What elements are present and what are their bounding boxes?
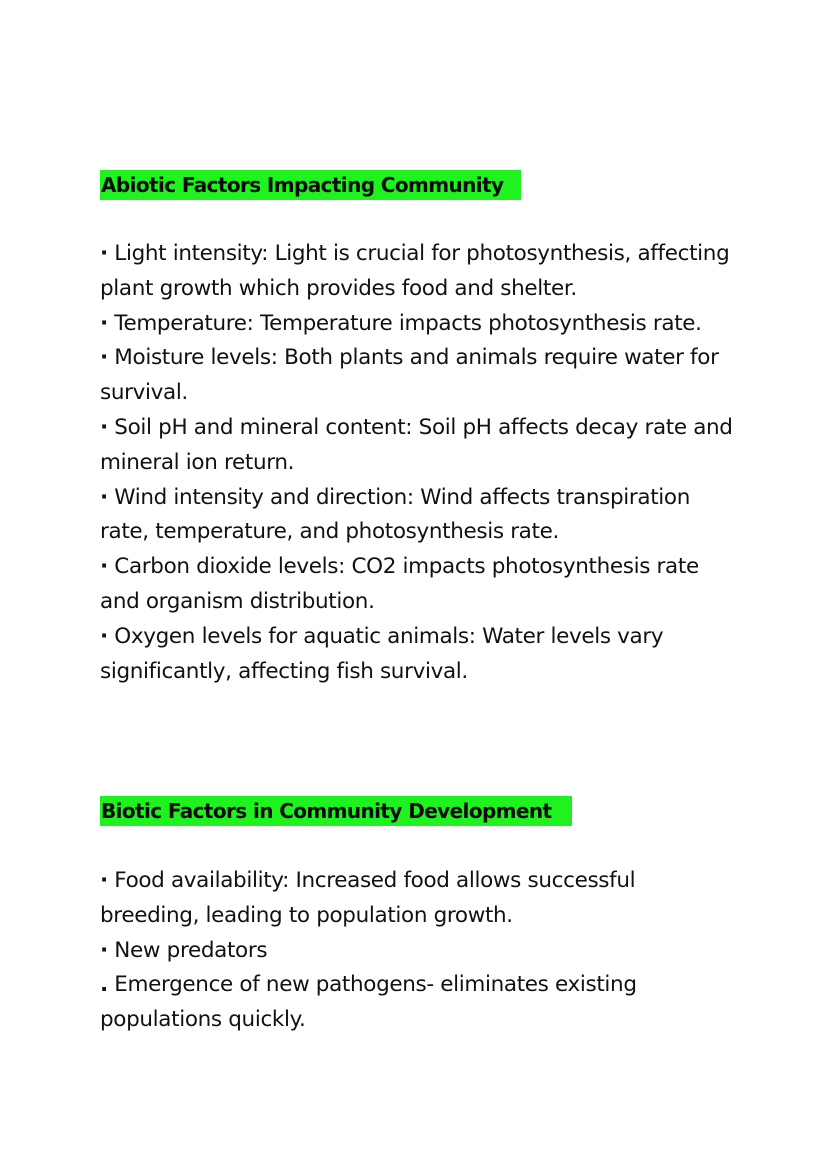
list-item: [100, 411, 740, 481]
list-item: [100, 237, 740, 307]
item-text: Carbon dioxide levels: CO2 impacts photosynthesis rate and organism distribution.: [100, 554, 699, 614]
document-page: [100, 170, 740, 1033]
list-item: [100, 481, 740, 551]
item-text: Oxygen levels for aquatic animals: Water levels vary significantly, affecting fish survival.: [100, 623, 664, 684]
item-text: Wind intensity and direction: Wind affects transpiration rate, temperature, and photosynthesis rate.: [100, 484, 690, 545]
list-item: [100, 968, 740, 1038]
bullet-icon: ·: [100, 345, 108, 371]
bullet-icon: .: [100, 972, 108, 998]
item-text: Food availability: Increased food allows successful breeding, leading to population growth.: [100, 868, 636, 928]
bullet-icon: ·: [100, 554, 108, 580]
list-item: [100, 620, 740, 690]
bullet-icon: ·: [100, 310, 108, 336]
item-text: Soil pH and mineral content: Soil pH affects decay rate and mineral ion return.: [100, 414, 733, 475]
section-heading: Abiotic Factors Impacting Community: [100, 170, 521, 200]
list-item: [100, 934, 740, 969]
item-text: Emergence of new pathogens- eliminates existing populations quickly.: [100, 972, 637, 1033]
item-text: Moisture levels: Both plants and animals require water for survival.: [100, 345, 719, 406]
bullet-icon: ·: [100, 623, 108, 649]
bullet-icon: ·: [100, 937, 108, 963]
item-text: Light intensity: Light is crucial for photosynthesis, affecting plant growth which provides food and shelter.: [100, 241, 730, 301]
bullet-icon: ·: [100, 868, 108, 893]
item-text: Temperature: Temperature impacts photosynthesis rate.: [107, 310, 702, 336]
list-item: [100, 550, 740, 620]
section-heading: Biotic Factors in Community Development: [100, 796, 572, 826]
section-abiotic-factors: [100, 170, 740, 689]
list-item: [100, 341, 740, 411]
bullet-icon: ·: [100, 241, 108, 266]
bullet-list: [100, 864, 740, 1038]
section-biotic-factors: [100, 796, 740, 1038]
item-text: New predators: [107, 937, 268, 963]
bullet-icon: ·: [100, 484, 108, 510]
list-item: [100, 307, 740, 342]
bullet-list: [100, 237, 740, 689]
bullet-icon: ·: [100, 414, 108, 440]
list-item: [100, 864, 740, 934]
